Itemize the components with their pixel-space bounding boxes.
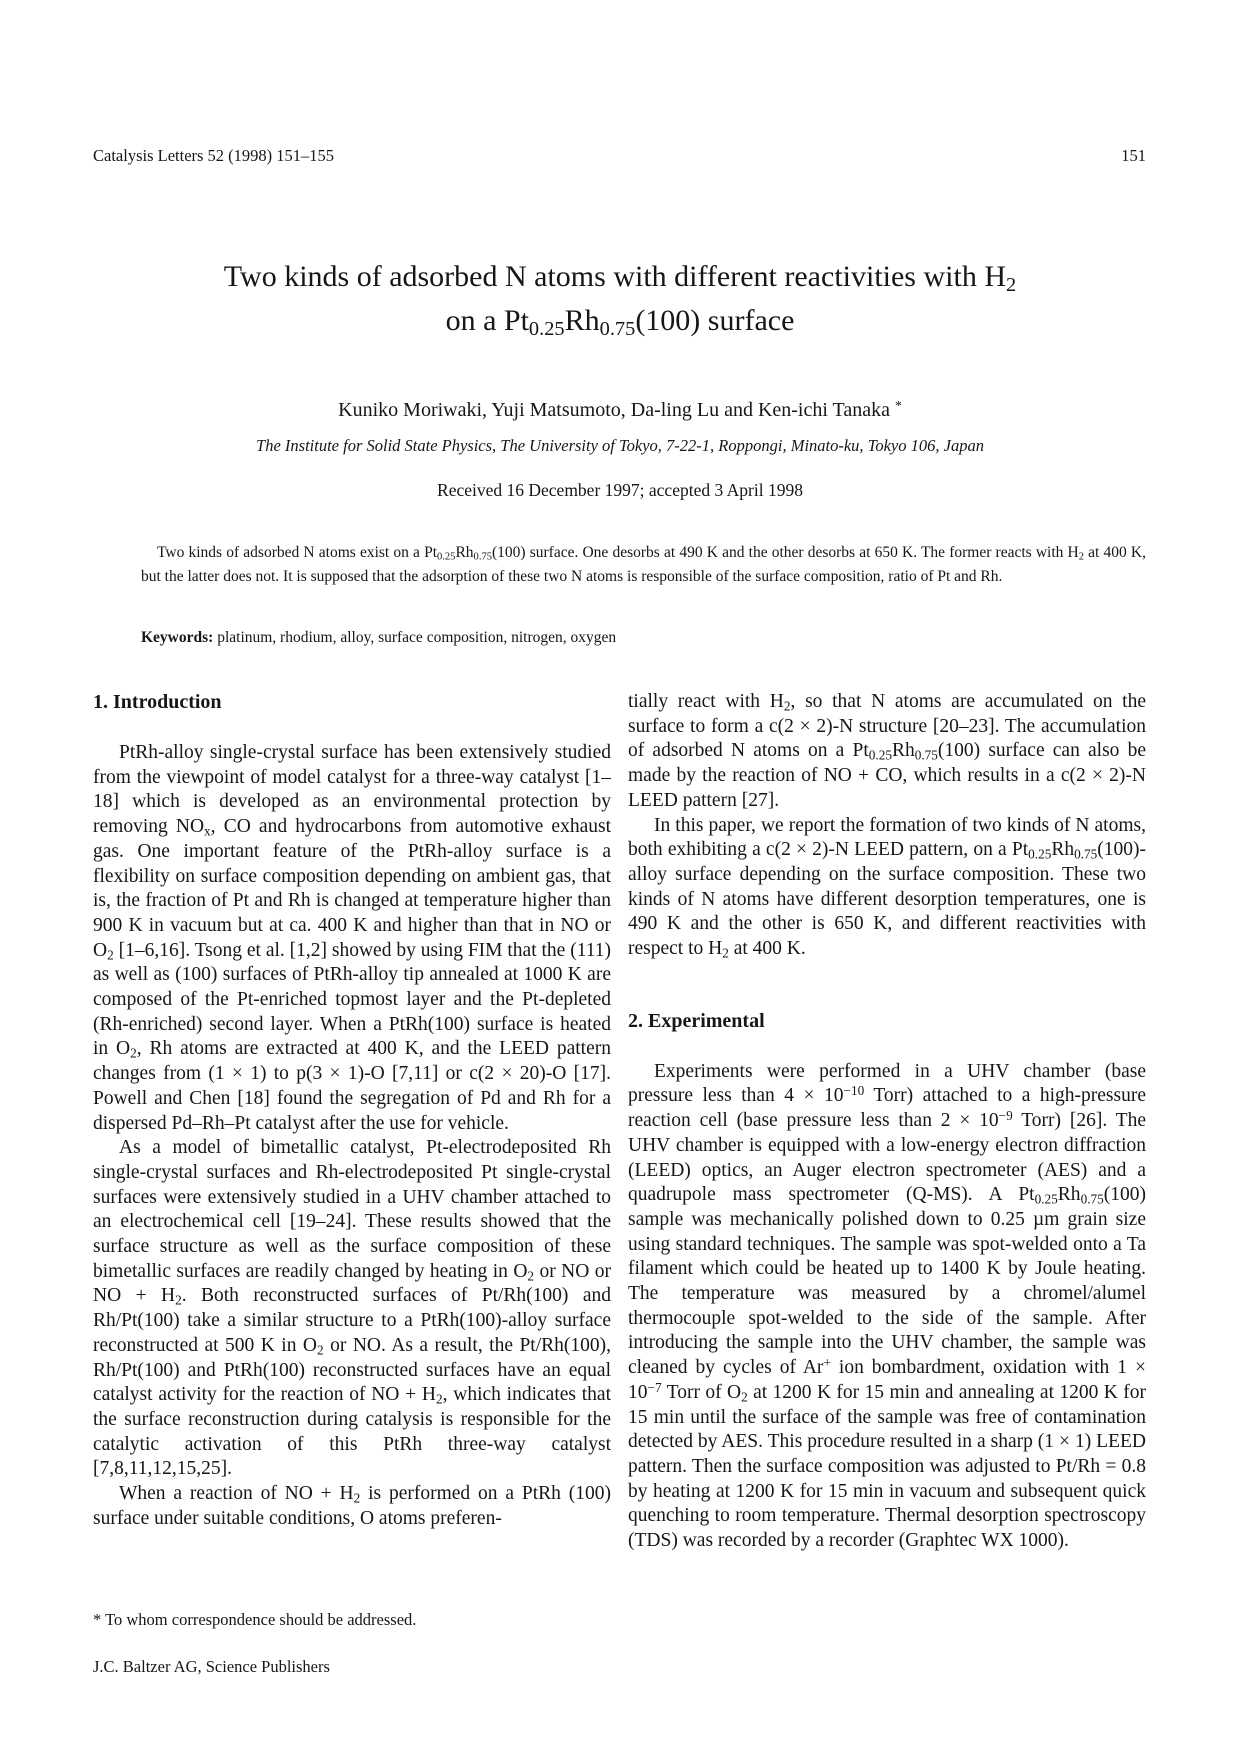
publisher-line: J.C. Baltzer AG, Science Publishers: [93, 1657, 330, 1676]
keywords-text: platinum, rhodium, alloy, surface composition, nitrogen, oxygen: [213, 629, 617, 646]
affiliation: The Institute for Solid State Physics, The University of Tokyo, 7-22-1, Roppongi, Minato-ku, Tokyo 106, Japan: [256, 436, 984, 455]
section-heading-introduction: 1. Introduction: [93, 691, 222, 713]
intro-paragraph-4: tially react with $H_2$, so that N atoms are accumulated on the surface to form a c(2 × 2)-N structure [20–23]. The accumulation of adsorbed N atoms on a $Pt_{0.25}Rh_{0.75}(100)$ surface can also be made by the reaction of NO + CO, which results in a c(2 × 2)-N LEED pattern [27].: [628, 691, 1147, 811]
column-left: [93, 690, 611, 1554]
article-title-line2: on a $Pt_{0.25}Rh_{0.75}(100)$ surface: [445, 304, 795, 341]
intro-paragraph-1: PtRh-alloy single-crystal surface has been extensively studied from the viewpoint of model catalyst for a three-way catalyst [1–18] which is developed as an environmental protection by removing $NO_x$, CO and hydrocarbons from automotive exhaust gas. One important feature of the PtRh-alloy surface is a flexibility on surface composition depending on ambient gas, that is, the fraction of Pt and Rh is changed at temperature higher than 900 K in vacuum but at ca. 400 K and higher than that in NO or $O_2$ [1–6,16]. Tsong et al. [1,2] showed by using FIM that the (111) as well as (100) surfaces of PtRh-alloy tip annealed at 1000 K are composed of the Pt-enriched topmost layer and the Pt-depleted (Rh-enriched) second layer. When a PtRh(100) surface is heated in $O_2$, Rh atoms are extracted at 400 K, and the LEED pattern changes from (1 × 1) to p(3 × 1)-O [7,11] or c(2 × 20)-O [17]. Powell and Chen [18] found the segregation of Pd and Rh for a dispersed Pd–Rh–Pt catalyst after the use for vehicle.: [93, 742, 611, 1134]
keywords-label: Keywords:: [141, 629, 214, 646]
article-title: [60, 255, 1180, 343]
intro-paragraph-3: When a reaction of NO + $H_2$ is performed on a PtRh (100) surface under suitable conditions, O atoms preferen-: [93, 1483, 611, 1529]
intro-paragraph-5: In this paper, we report the formation of two kinds of N atoms, both exhibiting a c(2 × 2)-N LEED pattern, on a $Pt_{0.25}Rh_{0.75}(100)$-alloy surface depending on the surface composition. These two kinds of N atoms have different desorption temperatures, one is 490 K and the other is 650 K, and different reactivities with respect to $H_2$ at 400 K.: [628, 814, 1146, 961]
abstract: Two kinds of adsorbed N atoms exist on a $Pt_{0.25}Rh_{0.75}(100)$ surface. One desorbs at 490 K and the other desorbs at 650 K. The former reacts with $H_2$ at 400 K, but the latter does not. It is supposed that the adsorption of these two N atoms is responsible of the surface composition, ratio of Pt and Rh.: [141, 544, 1146, 585]
intro-paragraph-2: As a model of bimetallic catalyst, Pt-electrodeposited Rh single-crystal surfaces and Rh-electrodeposited Pt single-crystal surfaces were extensively studied in a UHV chamber attached to an electrochemical cell [19–24]. These results showed that the surface structure as well as the surface composition of these bimetallic surfaces are readily changed by heating in $O_2$ or NO or NO + $H_2$. Both reconstructed surfaces of Pt/Rh(100) and Rh/Pt(100) take a similar structure to a PtRh(100)-alloy surface reconstructed at 500 K in $O_2$ or NO. As a result, the Pt/Rh(100), Rh/Pt(100) and PtRh(100) reconstructed surfaces have an equal catalyst activity for the reaction of NO + $H_2$, which indicates that the surface reconstruction during catalysis is responsible for the catalytic activation of this PtRh three-way catalyst [7,8,11,12,15,25].: [93, 1137, 611, 1480]
running-head: [93, 146, 1146, 166]
body-columns: [93, 690, 1146, 1554]
keywords-line: [141, 629, 1146, 647]
article-title-line1: Two kinds of adsorbed N atoms with different reactivities with $H_2$: [223, 260, 1017, 297]
received-dates: Received 16 December 1997; accepted 3 April 1998: [437, 480, 803, 500]
page-number: 151: [1121, 146, 1146, 165]
authors: Kuniko Moriwaki, Yuji Matsumoto, Da-ling Lu and Ken-ichi Tanaka *: [338, 397, 902, 421]
journal-ref: Catalysis Letters 52 (1998) 151–155: [93, 146, 335, 165]
column-right: [628, 690, 1146, 1554]
section-heading-experimental: 2. Experimental: [628, 1009, 765, 1032]
correspondence-footnote: * To whom correspondence should be addressed.: [93, 1610, 417, 1629]
experimental-paragraph-1: Experiments were performed in a UHV chamber (base pressure less than $4 \times 10^{-10}$ Torr) attached to a high-pressure reaction cell (base pressure less than $2 \times 10^{-9}$ Torr) [26]. The UHV chamber is equipped with a low-energy electron diffraction (LEED) optics, an Auger electron spectrometer (AES) and a quadrupole mass spectrometer (Q-MS). A $Pt_{0.25}Rh_{0.75}(100)$ sample was mechanically polished down to 0.25 µm grain size using standard techniques. The sample was spot-welded onto a Ta filament which could be heated up to 1400 K by Joule heating. The temperature was measured by a chromel/alumel thermocouple spot-welded to the side of the sample. After introducing the sample into the UHV chamber, the sample was cleaned by cycles of Ar+ ion bombardment, oxidation with $1 \times 10^{-7}$ Torr of $O_2$ at 1200 K for 15 min and annealing at 1200 K for 15 min until the surface of the sample was free of contamination detected by AES. This procedure resulted in a sharp (1 × 1) LEED pattern. Then the surface composition was adjusted to Pt/Rh = 0.8 by heating at 1200 K for 15 min in vacuum and subsequent quick quenching to room temperature. Thermal desorption spectroscopy (TDS) was recorded by a recorder (Graphtec WX 1000).: [628, 1060, 1147, 1552]
